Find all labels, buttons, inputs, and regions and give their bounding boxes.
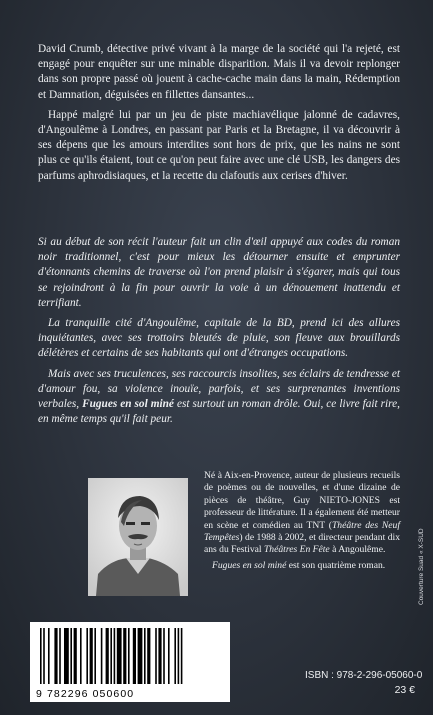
critique-paragraph-1: Si au début de son récit l'auteur fait un clin d'œil appuyé aux codes du roman noir traditionnel, c'est pour mieux les détourner ensuite et emprunter d'étonnants chemins de traverse où l'on prend plaisir à s'égarer, mais qui tous se rejoindront à la fin pour ouvrir la voie à un dénouement inattendu et terrifiant. — [38, 236, 400, 309]
barcode-bar — [80, 628, 82, 684]
barcode-bar — [158, 628, 161, 684]
barcode-bar — [48, 628, 50, 684]
barcode-bar — [163, 628, 165, 684]
barcode-bar — [54, 628, 57, 684]
bio-paragraph-2 — [204, 560, 400, 572]
barcode-bar — [138, 628, 143, 684]
author-photo — [88, 478, 188, 596]
author-portrait-image — [88, 478, 188, 596]
barcode-bar — [117, 628, 122, 684]
bio-text: est son quatrième roman. — [286, 559, 386, 571]
barcode-bar — [64, 628, 69, 684]
barcode-bar — [181, 628, 183, 684]
barcode-bar — [106, 628, 109, 684]
book-title-mention: Fugues en sol miné — [212, 559, 287, 571]
barcode-bar — [90, 628, 93, 684]
bio-text: à Angoulême. — [329, 544, 386, 556]
barcode-bar — [43, 628, 45, 684]
isbn: ISBN : 978-2-296-05060-0 — [305, 670, 423, 681]
barcode-bar — [40, 628, 42, 684]
barcode-bar — [123, 628, 126, 684]
bio-paragraph-1 — [204, 470, 400, 557]
barcode-bar — [174, 628, 176, 684]
critique-paragraph-3 — [38, 367, 400, 428]
barcode-bar — [70, 628, 72, 684]
synopsis-paragraph-2: Happé malgré lui par un jeu de piste machiavélique jalonné de cadavres, d'Angoulême à Londres, en passant par Paris et la Bretagne, il va découvrir à ses dépens que les amours interdites sont hors de prix, que les nains ne sont plus ce qu'ils étaient, tout ce qu'on peut faire avec une clé USB, les dangers des parfums aphrodisiaques, et la recette du clafoutis aux cerises d'hiver. — [38, 108, 400, 182]
critique-paragraph-2: La tranquille cité d'Angoulême, capitale de la BD, prend ici des allures inquiétantes, avec ses trottoirs bleutés de pluie, son fleuve aux brouillards délétères et certains de ses habitants qui ont d'étranges occupations. — [38, 317, 400, 360]
barcode-bar — [114, 628, 116, 684]
price: 23 € — [394, 684, 415, 696]
barcode-bar — [155, 628, 157, 684]
barcode-bar — [128, 628, 130, 684]
synopsis — [38, 42, 400, 189]
barcode-bar — [94, 628, 96, 684]
synopsis-paragraph-1: David Crumb, détective privé vivant à la marge de la société qui l'a rejeté, est engagé pour enquêter sur une minable disparition. Mais il va devoir replonger dans son propre passé où jouent à cache-cache main dans la main, Rédemption et Damnation, déguisées en fillettes dansantes... — [38, 43, 400, 101]
festival-name: Théâtres En Fête — [263, 544, 330, 556]
critique-text: est surtout un roman drôle. Oui, ce livre fait rire, en même temps qu'il fait peur. — [38, 398, 400, 426]
book-title-mention: Fugues en sol miné — [82, 398, 174, 411]
author-bio — [204, 470, 400, 575]
barcode-bar — [74, 628, 77, 684]
barcode-bar — [110, 628, 112, 684]
barcode — [30, 622, 230, 702]
bio-text: ) de 1988 à 2002, et directeur pendant dix ans du Festival — [204, 532, 400, 556]
barcode-bar — [147, 628, 150, 684]
theatre-name: Théâtre des Neuf Tempêtes — [204, 519, 400, 544]
critique-text: Mais avec ses truculences, ses raccourcis insolites, ses éclairs de tendresse et d'amour fou, sa violence inouïe, parfois, et ses surprenantes inventions verbales, — [38, 367, 400, 411]
cover-credit: Couverture Suad « X-SUD — [418, 528, 425, 605]
barcode-digits: 9 782296 050600 — [36, 688, 135, 700]
barcode-bar — [86, 628, 88, 684]
barcode-bar — [133, 628, 136, 684]
bio-text: Né à Aix-en-Provence, auteur de plusieurs recueils de poèmes ou de nouvelles, et d'une dizaine de pièces de théâtre, Guy NIETO-JONES est professeur de littérature. Il a également été metteur en scène et comédien au TNT ( — [204, 470, 400, 531]
critique — [38, 235, 400, 432]
barcode-bars — [30, 622, 230, 688]
barcode-bar — [144, 628, 146, 684]
barcode-bar — [168, 628, 170, 684]
barcode-bar — [178, 628, 180, 684]
barcode-bar — [59, 628, 61, 684]
barcode-bar — [101, 628, 103, 684]
